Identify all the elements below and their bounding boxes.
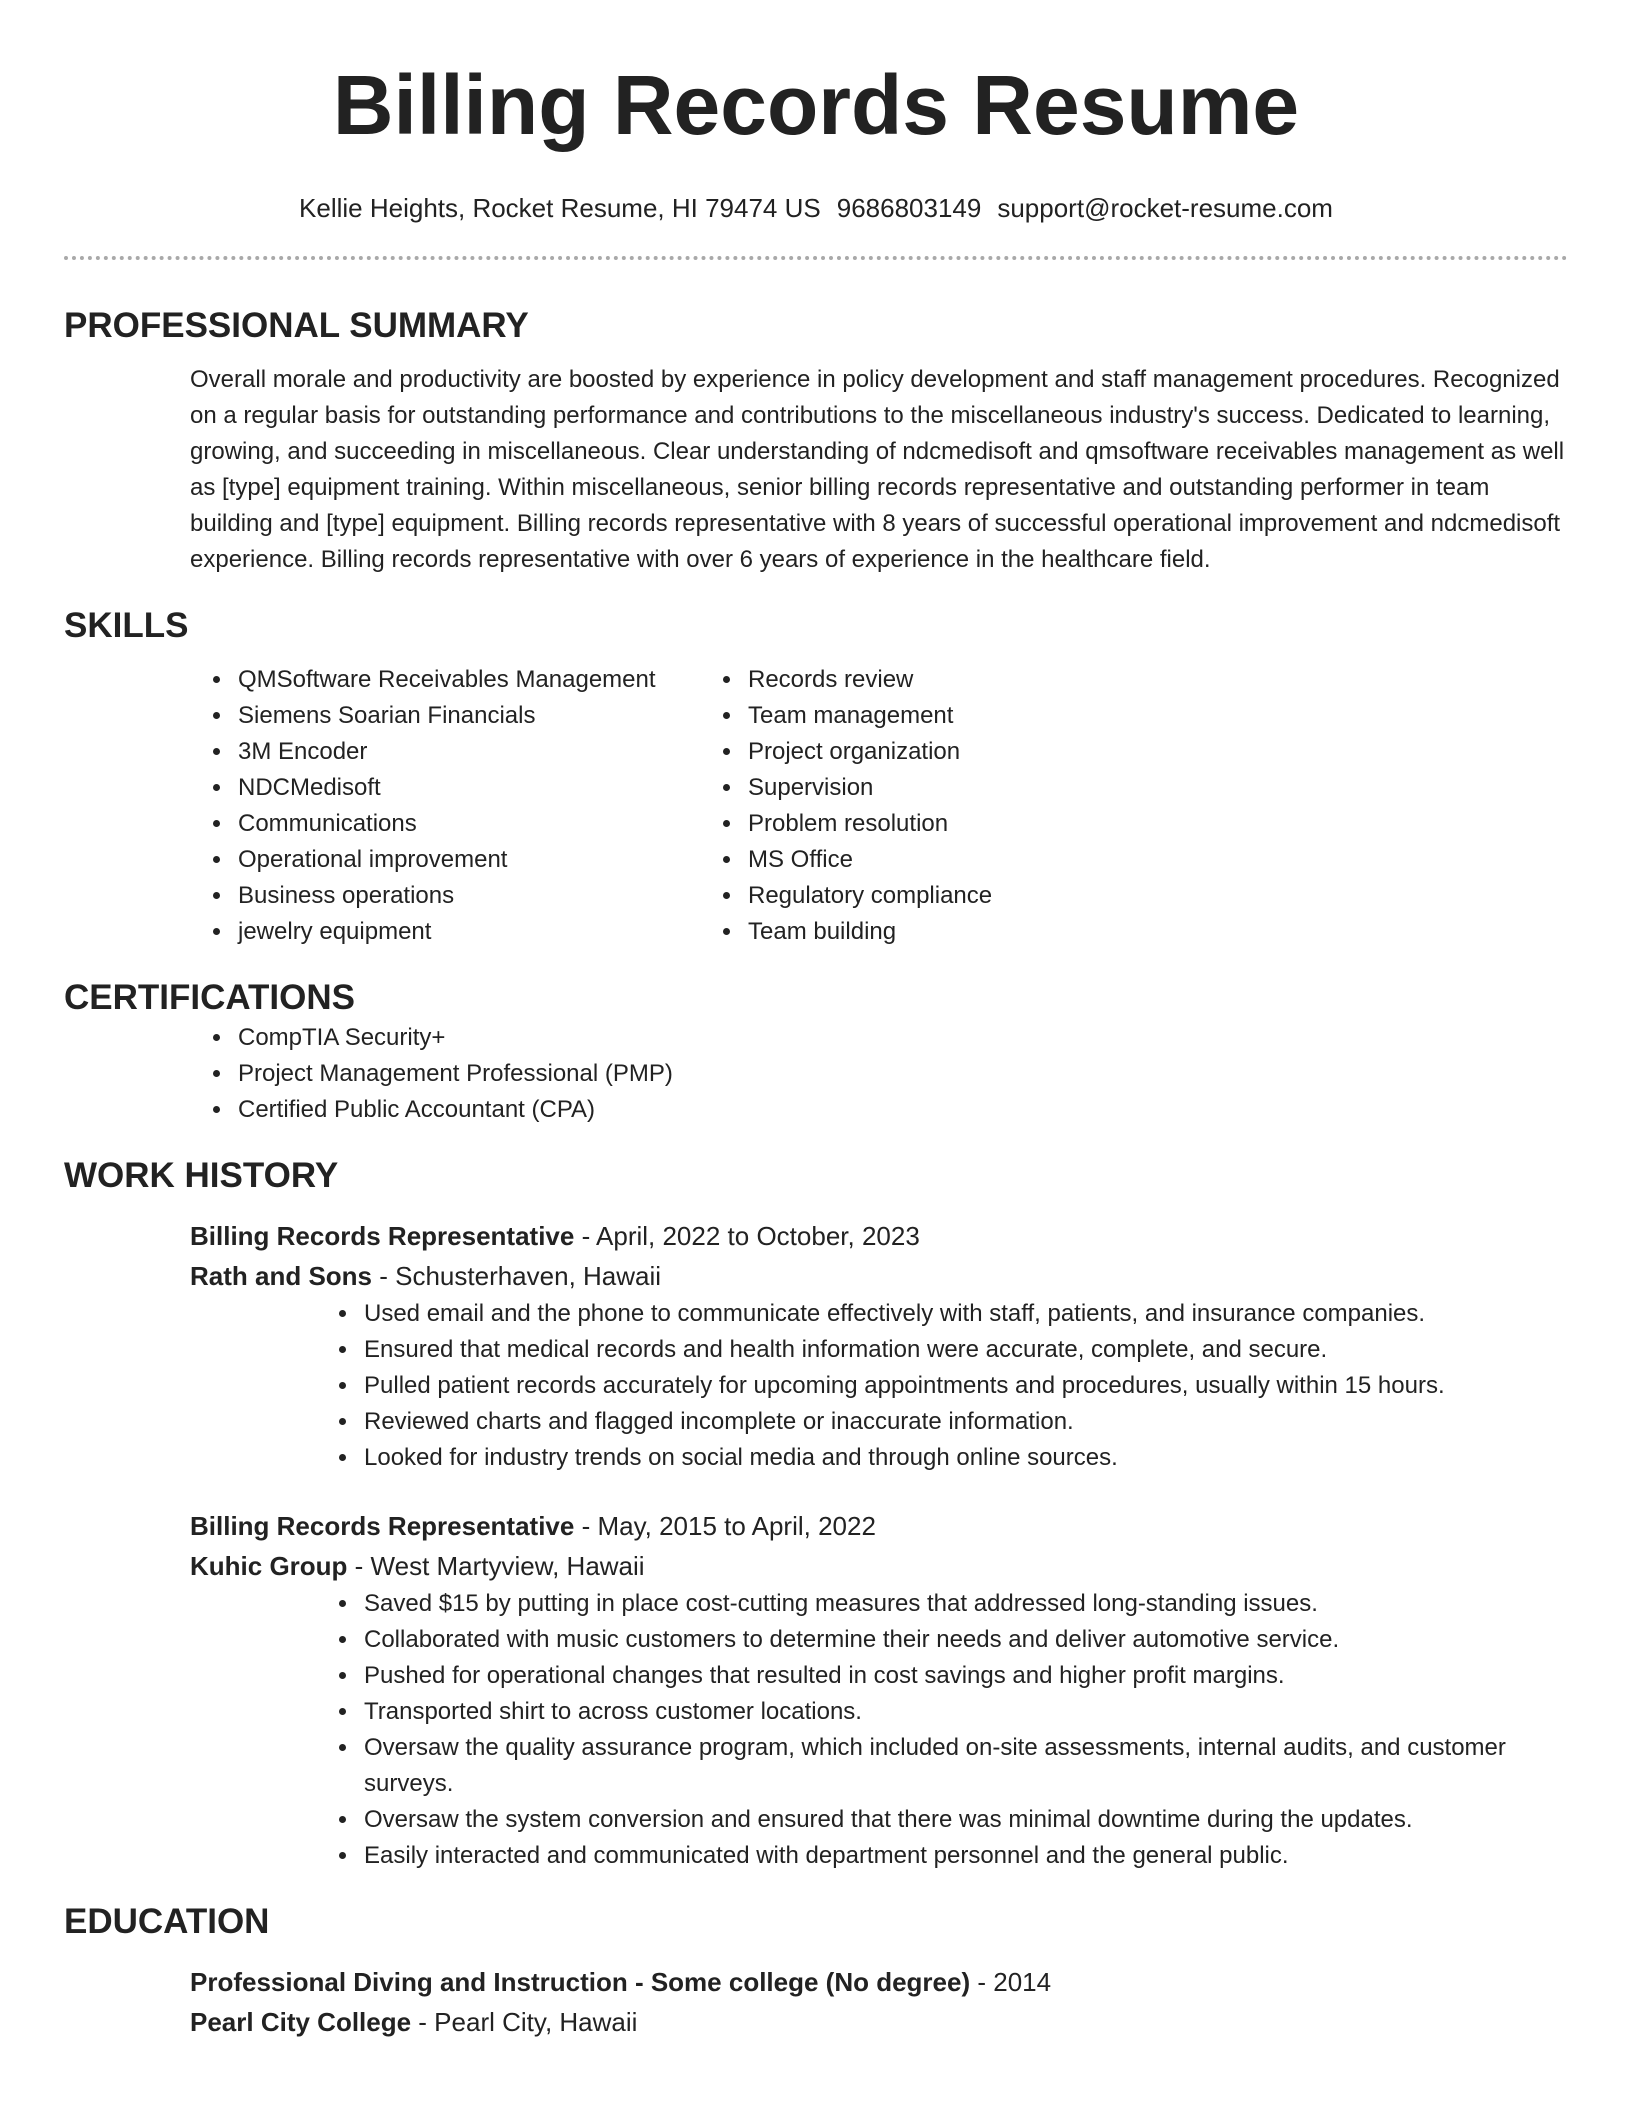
job-company-line bbox=[190, 1256, 1568, 1296]
skill-item: • QMSoftware Receivables Management bbox=[234, 662, 744, 698]
job-dates: - April, 2022 to October, 2023 bbox=[574, 1221, 920, 1251]
certifications-section bbox=[64, 976, 1568, 1128]
job-title-line bbox=[190, 1216, 1568, 1256]
certifications-heading: CERTIFICATIONS bbox=[64, 978, 356, 1017]
contact-address: Kellie Heights, Rocket Resume, HI 79474 US bbox=[299, 193, 821, 223]
education-entry bbox=[190, 1962, 1568, 2042]
job-duty-item: • Ensured that medical records and health information were accurate, complete, and secure. bbox=[360, 1332, 1568, 1368]
job-duty-item: • Saved $15 by putting in place cost-cutting measures that addressed long-standing issues. bbox=[360, 1586, 1568, 1622]
skill-item: • jewelry equipment bbox=[234, 914, 744, 950]
job-duty-item: • Collaborated with music customers to determine their needs and deliver automotive service. bbox=[360, 1622, 1568, 1658]
job-company-line bbox=[190, 1546, 1568, 1586]
job-entry bbox=[190, 1506, 1568, 1874]
resume-title: Billing Records Resume bbox=[332, 58, 1300, 152]
skill-item: • Business operations bbox=[234, 878, 744, 914]
skill-item: • Siemens Soarian Financials bbox=[234, 698, 744, 734]
certification-item: • Certified Public Accountant (CPA) bbox=[234, 1092, 1568, 1128]
summary-heading: PROFESSIONAL SUMMARY bbox=[64, 306, 529, 345]
job-title: Billing Records Representative bbox=[190, 1221, 575, 1251]
skill-item: • MS Office bbox=[744, 842, 1254, 878]
education-degree: Professional Diving and Instruction - Some college (No degree) bbox=[190, 1967, 971, 1997]
job-duty-item: • Easily interacted and communicated with department personnel and the general public. bbox=[360, 1838, 1568, 1874]
job-title-line bbox=[190, 1506, 1568, 1546]
job-company: Rath and Sons bbox=[190, 1261, 373, 1291]
education-year: - 2014 bbox=[970, 1967, 1052, 1997]
education-school-line bbox=[190, 2002, 1568, 2042]
contact-phone: 9686803149 bbox=[836, 193, 982, 223]
contact-email: support@rocket-resume.com bbox=[997, 193, 1333, 223]
job-duty-item: • Looked for industry trends on social media and through online sources. bbox=[360, 1440, 1568, 1476]
skills-list-right bbox=[574, 662, 1254, 950]
job-title: Billing Records Representative bbox=[190, 1511, 575, 1541]
skill-item: • Team building bbox=[744, 914, 1254, 950]
skills-heading: SKILLS bbox=[64, 606, 189, 645]
work-history-section bbox=[64, 1154, 1568, 1874]
job-duties-list bbox=[190, 1586, 1568, 1874]
resume-page bbox=[64, 0, 1568, 2042]
education-location: - Pearl City, Hawaii bbox=[411, 2007, 638, 2037]
skill-item: • Records review bbox=[744, 662, 1254, 698]
skill-item: • Supervision bbox=[744, 770, 1254, 806]
work-history-heading: WORK HISTORY bbox=[64, 1156, 339, 1195]
contact-line bbox=[64, 190, 1568, 226]
skill-item: • Project organization bbox=[744, 734, 1254, 770]
job-location: - Schusterhaven, Hawaii bbox=[372, 1261, 662, 1291]
skills-columns bbox=[64, 662, 1568, 950]
job-duty-item: • Reviewed charts and flagged incomplete or inaccurate information. bbox=[360, 1404, 1568, 1440]
skill-item: • 3M Encoder bbox=[234, 734, 744, 770]
skill-item: • Operational improvement bbox=[234, 842, 744, 878]
skills-section bbox=[64, 604, 1568, 950]
job-company: Kuhic Group bbox=[190, 1551, 348, 1581]
certification-item: • Project Management Professional (PMP) bbox=[234, 1056, 1568, 1092]
job-duty-item: • Transported shirt to across customer locations. bbox=[360, 1694, 1568, 1730]
job-location: - West Martyview, Hawaii bbox=[347, 1551, 645, 1581]
education-degree-line bbox=[190, 1962, 1568, 2002]
summary-section bbox=[64, 304, 1568, 578]
summary-text: Overall morale and productivity are boosted by experience in policy development and staff management procedures. Recognized on a regular basis for outstanding performance and contributions to the miscellaneous industry's success. Dedicated to learning, growing, and succeeding in miscellaneous. Clear understanding of ndcmedisoft and qmsoftware receivables management as well as [type] equipment training. Within miscellaneous, senior billing records representative and outstanding performer in team building and [type] equipment. Billing records representative with 8 years of successful operational improvement and ndcmedisoft experience. Billing records representative with over 6 years of experience in the healthcare field. bbox=[190, 366, 1565, 573]
job-dates: - May, 2015 to April, 2022 bbox=[574, 1511, 876, 1541]
job-duties-list bbox=[190, 1296, 1568, 1476]
job-duty-item: • Pulled patient records accurately for upcoming appointments and procedures, usually within 15 hours. bbox=[360, 1368, 1568, 1404]
job-duty-item: • Oversaw the system conversion and ensured that there was minimal downtime during the updates. bbox=[360, 1802, 1568, 1838]
skill-item: • Communications bbox=[234, 806, 744, 842]
skill-item: • Team management bbox=[744, 698, 1254, 734]
header-divider bbox=[64, 256, 1568, 260]
skill-item: • NDCMedisoft bbox=[234, 770, 744, 806]
certification-item: • CompTIA Security+ bbox=[234, 1020, 1568, 1056]
skill-item: • Problem resolution bbox=[744, 806, 1254, 842]
education-section bbox=[64, 1900, 1568, 2042]
job-duty-item: • Pushed for operational changes that resulted in cost savings and higher profit margins. bbox=[360, 1658, 1568, 1694]
education-heading: EDUCATION bbox=[64, 1902, 270, 1941]
education-school: Pearl City College bbox=[190, 2007, 412, 2037]
job-duty-item: • Oversaw the quality assurance program, which included on-site assessments, internal audits, and customer surveys. bbox=[360, 1730, 1568, 1802]
skill-item: • Regulatory compliance bbox=[744, 878, 1254, 914]
certifications-list bbox=[64, 1020, 1568, 1128]
job-entry bbox=[190, 1216, 1568, 1476]
job-duty-item: • Used email and the phone to communicate effectively with staff, patients, and insurance companies. bbox=[360, 1296, 1568, 1332]
